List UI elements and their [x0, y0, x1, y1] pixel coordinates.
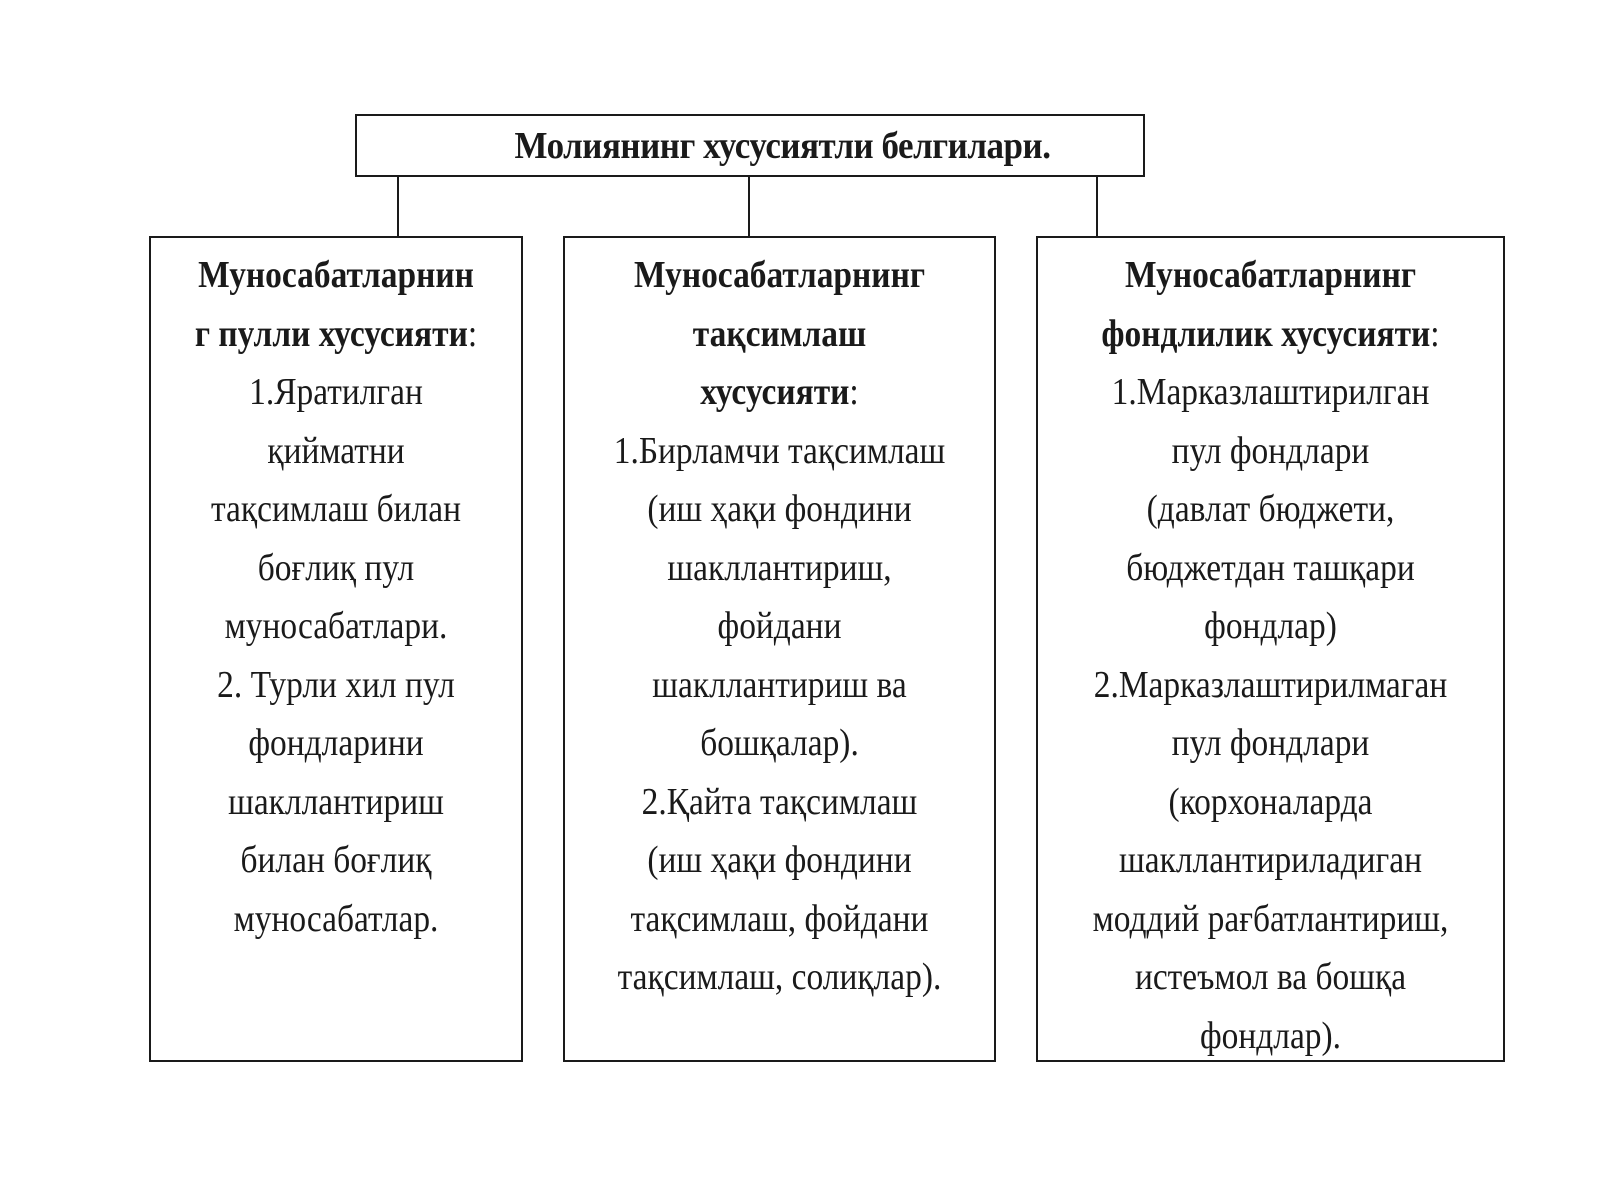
body-line: моддий рағбатлантириш, [1092, 897, 1449, 940]
body-line: фондлар) [1204, 605, 1337, 647]
heading-line: Муносабатларнинг [633, 254, 926, 296]
body-line: тақсимлаш, солиқлар). [617, 956, 942, 998]
body-line: қийматни [267, 429, 405, 472]
heading-line: Муносабатларнинг [1124, 254, 1417, 296]
heading-line: Муносабатларнин [198, 254, 474, 296]
diagram-title: Молиянинг хусусиятли белгилари. [514, 124, 1051, 167]
body-line: 2.Марказлаштирилмаган [1093, 663, 1448, 706]
node-text [1040, 246, 1502, 1065]
body-line: пул фондлари [1171, 722, 1370, 764]
body-line: фондлар). [1199, 1014, 1342, 1057]
heading-line: г пулли хусусияти: [194, 312, 478, 355]
body-line: боғлиқ пул [257, 546, 415, 589]
node-text [149, 246, 524, 948]
node-distribution-property [563, 236, 996, 1062]
body-line: шакллантириш, [667, 546, 892, 589]
body-line: (корхоналарда [1168, 780, 1373, 823]
body-line: шакллантириш [228, 780, 444, 823]
heading-line: тақсимлаш [692, 312, 867, 355]
body-line: 2. Турли хил пул [217, 663, 455, 706]
body-line: муносабатлари. [224, 605, 448, 647]
body-line: тақсимлаш билан [210, 488, 461, 530]
root-node [355, 114, 1145, 177]
body-line: муносабатлар. [233, 897, 439, 940]
heading-line: фондлилик хусусияти: [1101, 312, 1440, 355]
body-line: 2.Қайта тақсимлаш [641, 780, 918, 823]
node-text [568, 246, 991, 1007]
node-monetary-property [149, 236, 523, 1062]
body-line: бошқалар). [700, 722, 859, 764]
body-line: билан боғлиқ [240, 839, 432, 881]
body-line: (давлат бюджети, [1146, 488, 1395, 530]
body-line: фондларини [248, 722, 424, 764]
body-line: шакллантириладиган [1119, 839, 1422, 881]
heading-line: хусусияти: [700, 371, 859, 413]
body-line: пул фондлари [1171, 429, 1370, 472]
body-line: бюджетдан ташқари [1126, 546, 1415, 589]
body-line: (иш ҳақи фондини [647, 839, 912, 881]
body-line: 1.Марказлаштирилган [1111, 371, 1430, 413]
node-fund-property [1036, 236, 1505, 1062]
body-line: шакллантириш ва [652, 663, 907, 706]
body-line: тақсимлаш, фойдани [630, 897, 929, 940]
body-line: 1.Яратилган [249, 371, 423, 413]
body-line: (иш ҳақи фондини [647, 488, 912, 530]
body-line: 1.Бирламчи тақсимлаш [613, 429, 946, 472]
body-line: фойдани [717, 605, 842, 647]
body-line: истеъмол ва бошқа [1134, 956, 1407, 998]
